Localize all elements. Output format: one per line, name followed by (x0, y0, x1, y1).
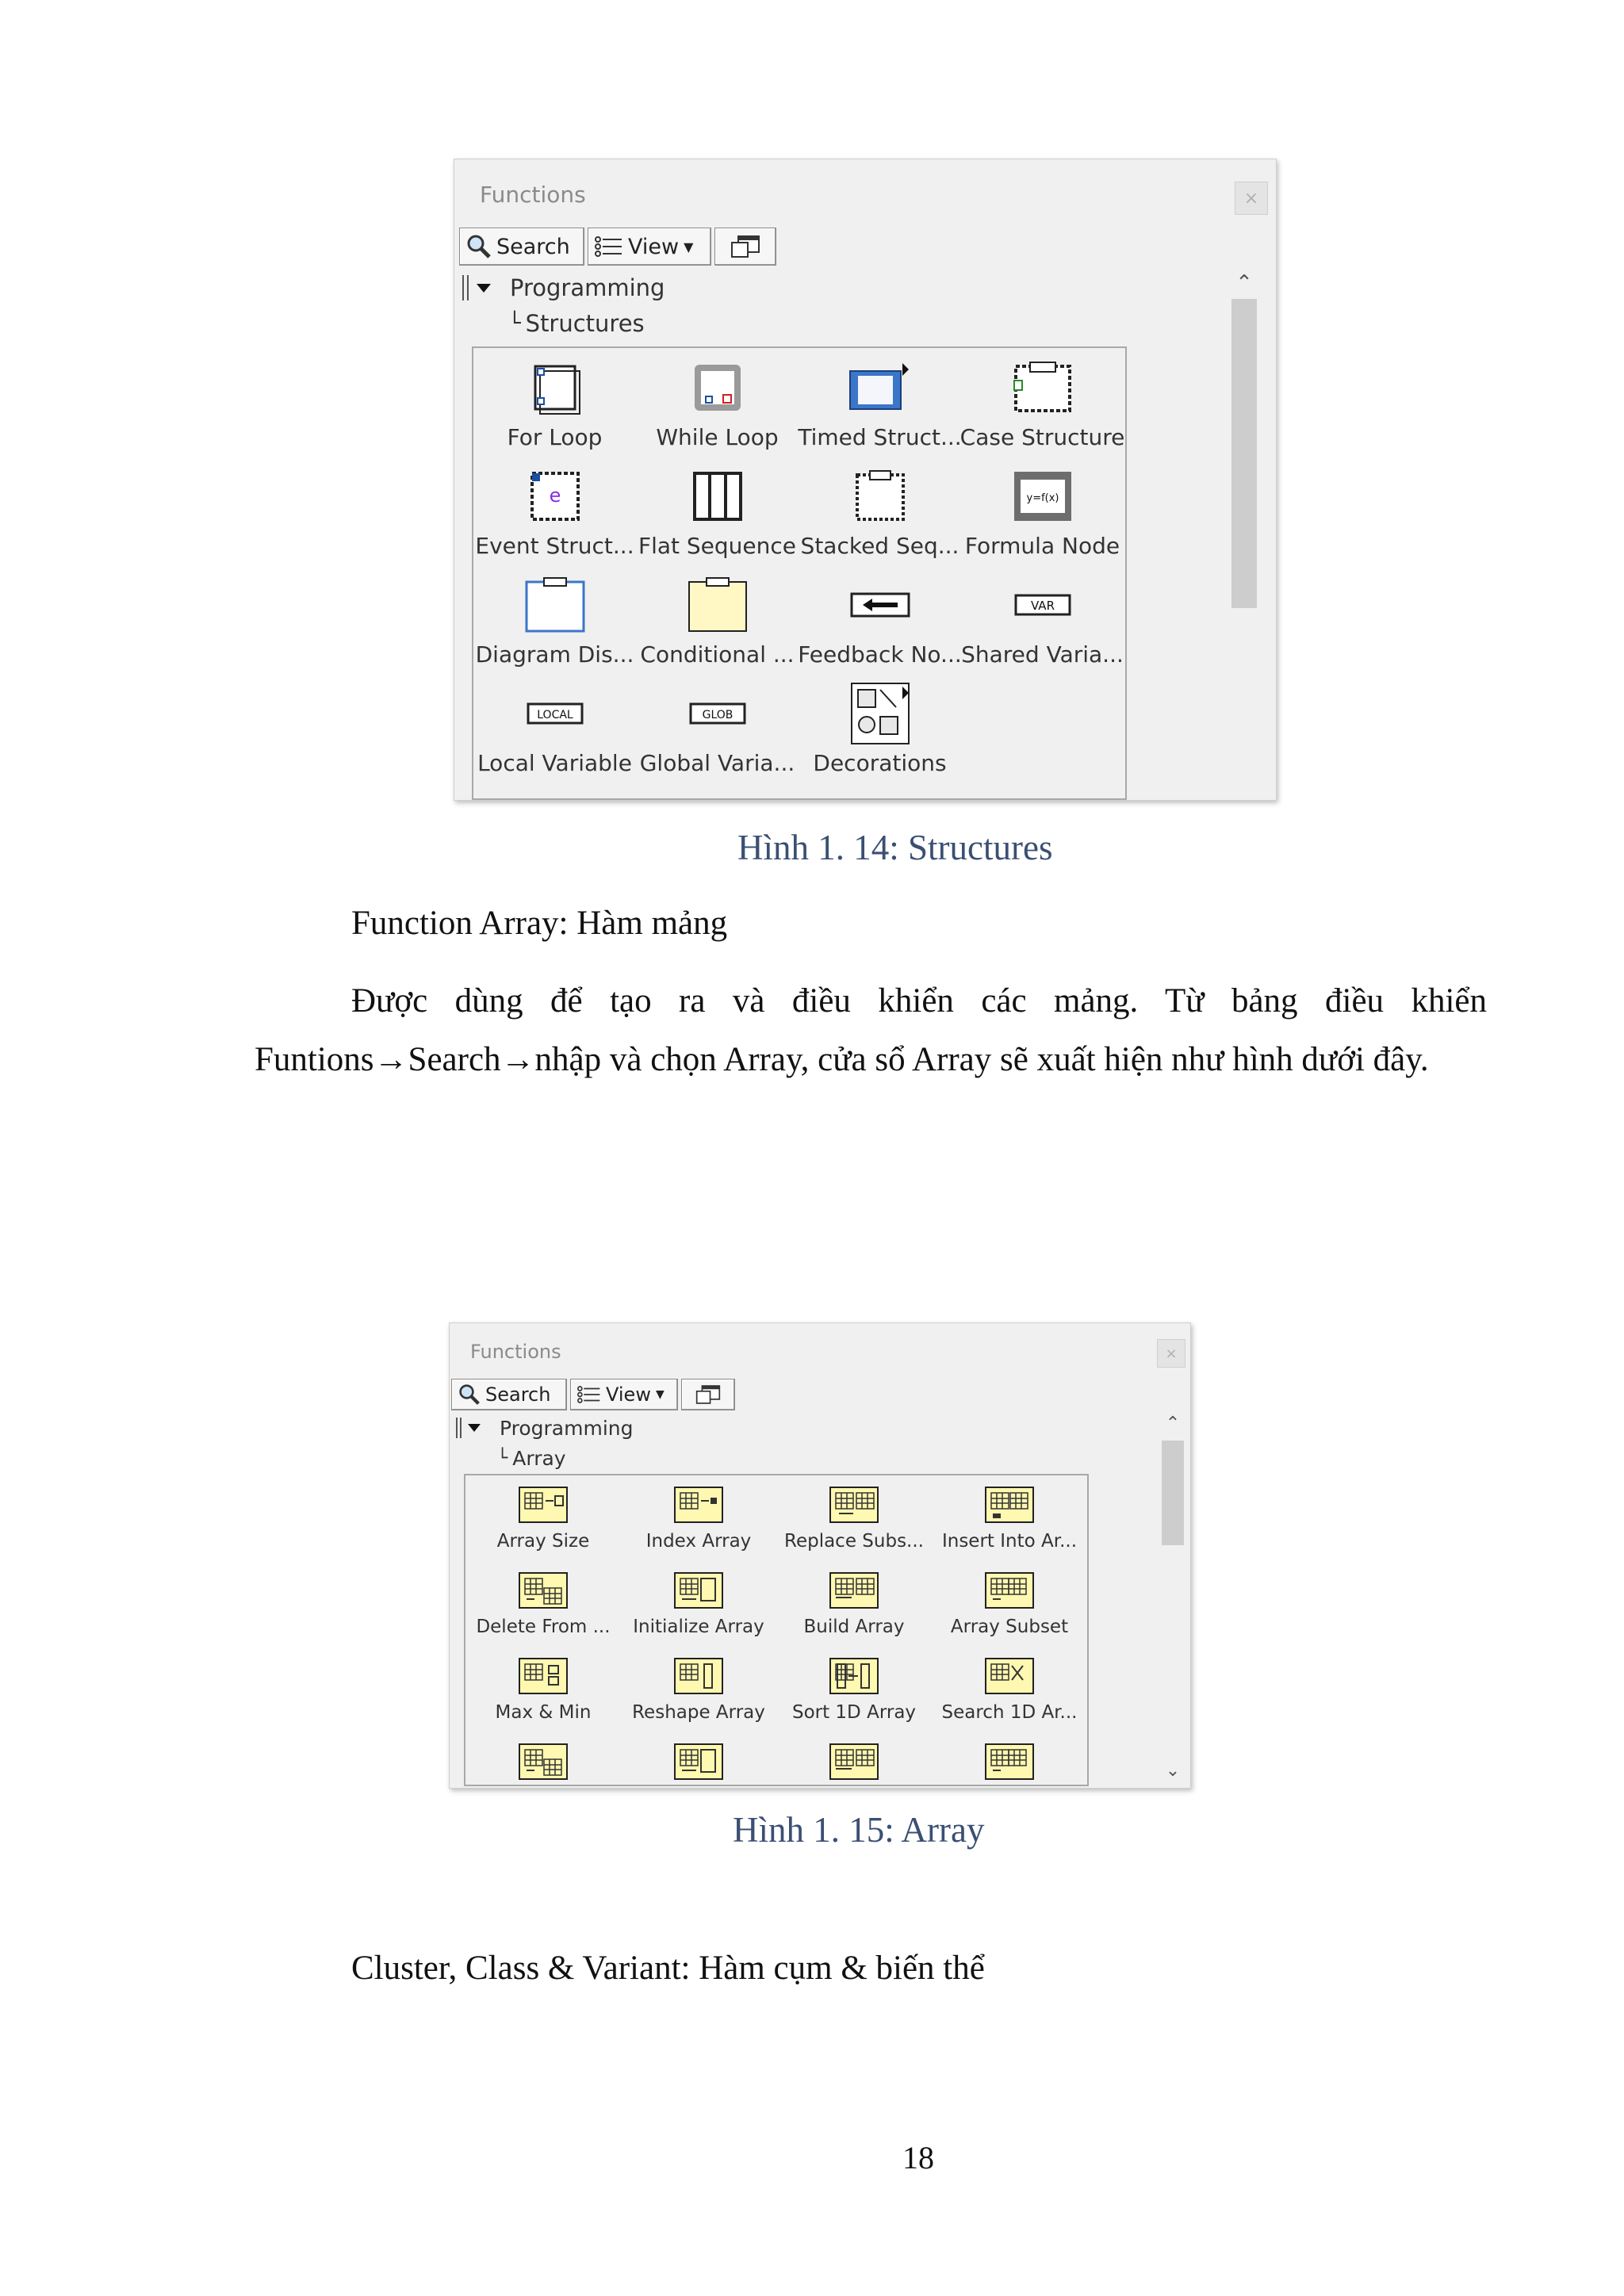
search-button[interactable] (459, 228, 584, 266)
palette-item-event-structure[interactable] (473, 457, 636, 565)
palette-item-while-loop[interactable] (636, 348, 799, 457)
palette-item-shared-variable[interactable] (961, 565, 1124, 674)
view-label: View (628, 234, 680, 259)
palette-item-partial[interactable] (621, 1732, 776, 1786)
palette-item-label: Replace Subs... (784, 1531, 924, 1552)
timed-structure-icon (847, 351, 914, 424)
palette-item-partial[interactable] (465, 1732, 621, 1786)
palette-item-label: Shared Varia... (961, 641, 1124, 668)
palette-item-label: Stacked Seq... (800, 533, 959, 559)
search-icon (458, 1383, 481, 1406)
panel-toolbar (459, 228, 776, 266)
scroll-up-icon[interactable]: ⌃ (1165, 1413, 1181, 1433)
tree-branch-icon: └ (508, 312, 521, 335)
global-variable-icon (686, 677, 749, 750)
tree-item-programming[interactable] (462, 270, 665, 305)
search-label: Search (485, 1383, 551, 1406)
paragraph-array-line2: Funtions→Search→nhập và chọn Array, cửa sổ Array sẽ xuất hiện như hình dưới đây. (255, 1041, 1429, 1078)
structures-palette (473, 348, 1124, 783)
figure-caption-array: Hình 1. 15: Array (733, 1810, 985, 1850)
pin-button[interactable] (681, 1379, 735, 1410)
index-array-icon (672, 1479, 725, 1531)
tree-child-label: Structures (525, 310, 645, 337)
decorations-icon (847, 677, 914, 750)
palette-item-label: Global Varia... (639, 750, 795, 776)
palette-item-label: Reshape Array (632, 1702, 765, 1723)
view-list-icon (577, 1385, 601, 1404)
array-functions-panel (449, 1322, 1191, 1789)
palette-item-initialize-array[interactable] (621, 1561, 776, 1647)
palette-item-label: Array Size (496, 1531, 590, 1552)
local-variable-icon (523, 677, 587, 750)
palette-item-label: Diagram Dis... (475, 641, 634, 668)
palette-item-build-array[interactable] (776, 1561, 932, 1647)
palette-item-sort-1d-array[interactable] (776, 1647, 932, 1732)
scrollbar-thumb[interactable] (1162, 1441, 1184, 1545)
while-loop-icon (690, 351, 745, 424)
palette-item-search-1d-array[interactable] (932, 1647, 1087, 1732)
palette-item-label: For Loop (507, 424, 603, 450)
palette-item-diagram-disable[interactable] (473, 565, 636, 674)
view-label: View (606, 1383, 651, 1406)
tree-root-label: Programming (500, 1416, 634, 1440)
expand-triangle-icon[interactable] (468, 1424, 481, 1432)
delete-from-array-icon (517, 1564, 569, 1617)
panel-title: Functions (480, 182, 586, 208)
palette-item-max-min[interactable] (465, 1647, 621, 1732)
palette-item-label: Index Array (645, 1531, 752, 1552)
array-palette-area (464, 1474, 1089, 1786)
palette-item-partial[interactable] (932, 1732, 1087, 1786)
formula-node-icon (1011, 460, 1074, 533)
palette-item-reshape-array[interactable] (621, 1647, 776, 1732)
view-button[interactable] (570, 1379, 678, 1410)
palette-item-flat-sequence[interactable] (636, 457, 799, 565)
stacked-sequence-icon (852, 460, 908, 533)
array-palette (465, 1475, 1087, 1786)
palette-item-label: Event Struct... (475, 533, 634, 559)
case-structure-icon (1011, 351, 1074, 424)
window-pin-icon (695, 1384, 721, 1405)
conditional-disable-icon (686, 568, 749, 641)
category-tree (462, 270, 665, 342)
svg-text:y=f(x): y=f(x) (1026, 492, 1059, 504)
palette-item-label: Flat Sequence (638, 533, 797, 559)
panel-title: Functions (470, 1341, 561, 1363)
search-icon (466, 234, 492, 259)
array-function-icon (672, 1735, 725, 1786)
close-icon[interactable]: × (1157, 1339, 1185, 1368)
palette-item-label: Feedback No... (798, 641, 962, 668)
array-function-icon (983, 1735, 1036, 1786)
palette-item-feedback-node[interactable] (799, 565, 961, 674)
feedback-node-icon (848, 568, 912, 641)
palette-item-label: Array Subset (950, 1617, 1069, 1637)
palette-item-local-variable[interactable] (473, 674, 636, 783)
palette-item-timed-structure[interactable] (799, 348, 961, 457)
scroll-up-icon[interactable]: ⌃ (1235, 271, 1253, 295)
svg-text:GLOB: GLOB (702, 709, 733, 721)
pin-button[interactable] (714, 228, 776, 266)
tree-branch-icon: └ (497, 1448, 508, 1468)
vertical-scrollbar[interactable] (1159, 1409, 1187, 1785)
palette-item-label: Case Structure (959, 424, 1125, 450)
close-icon[interactable]: × (1235, 182, 1268, 215)
palette-item-delete-from-array[interactable] (465, 1561, 621, 1647)
paragraph-array-line1: Được dùng để tạo ra và điều khiển các mảng. Từ bảng điều khiển (351, 982, 1487, 1020)
palette-item-label: Build Array (803, 1617, 905, 1637)
shared-variable-icon (1011, 568, 1074, 641)
page-number: 18 (902, 2140, 934, 2175)
palette-item-global-variable[interactable] (636, 674, 799, 783)
sort-1d-array-icon (828, 1650, 880, 1702)
window-pin-icon (730, 235, 760, 258)
heading-function-array: Function Array: Hàm mảng (351, 905, 728, 942)
palette-item-label: Formula Node (964, 533, 1120, 559)
view-button[interactable] (588, 228, 711, 266)
structures-palette-area (472, 346, 1127, 800)
search-label: Search (496, 234, 570, 259)
for-loop-icon (527, 351, 583, 424)
search-button[interactable] (451, 1379, 567, 1410)
palette-item-array-size[interactable] (465, 1475, 621, 1561)
palette-item-partial[interactable] (776, 1732, 932, 1786)
palette-item-label: Initialize Array (633, 1617, 764, 1637)
tree-item-programming[interactable] (456, 1414, 634, 1442)
palette-item-replace-subset[interactable] (776, 1475, 932, 1561)
palette-item-formula-node[interactable] (961, 457, 1124, 565)
tree-item-array[interactable] (456, 1442, 634, 1474)
search-1d-array-icon (983, 1650, 1036, 1702)
flat-sequence-icon (690, 460, 745, 533)
palette-item-label: Conditional ... (640, 641, 795, 668)
palette-item-index-array[interactable] (621, 1475, 776, 1561)
palette-item-label: Sort 1D Array (791, 1702, 917, 1723)
svg-text:LOCAL: LOCAL (536, 709, 573, 721)
diagram-disable-icon (523, 568, 587, 641)
scrollbar-thumb[interactable] (1231, 299, 1257, 608)
chevron-down-icon: ▼ (684, 239, 694, 254)
max-min-icon (517, 1650, 569, 1702)
palette-item-label: While Loop (656, 424, 779, 450)
svg-text:e: e (549, 484, 561, 507)
structures-functions-panel (454, 159, 1277, 801)
build-array-icon (828, 1564, 880, 1617)
insert-into-array-icon (983, 1479, 1036, 1531)
palette-item-label: Timed Struct... (798, 424, 962, 450)
tree-item-structures[interactable] (462, 305, 665, 342)
palette-item-case-structure[interactable] (961, 348, 1124, 457)
reshape-array-icon (672, 1650, 725, 1702)
palette-item-decorations[interactable] (799, 674, 961, 783)
chevron-down-icon: ▼ (655, 1388, 665, 1401)
array-function-icon (828, 1735, 880, 1786)
event-structure-icon (527, 460, 583, 533)
scroll-down-icon[interactable]: ⌄ (1165, 1760, 1181, 1781)
palette-item-for-loop[interactable] (473, 348, 636, 457)
palette-item-label: Delete From ... (476, 1617, 611, 1637)
array-size-icon (517, 1479, 569, 1531)
vertical-scrollbar[interactable] (1228, 267, 1260, 800)
initialize-array-icon (672, 1564, 725, 1617)
panel-toolbar (451, 1379, 735, 1410)
tree-root-label: Programming (510, 274, 665, 301)
palette-item-label: Max & Min (495, 1702, 592, 1723)
category-tree (456, 1414, 634, 1474)
figure-caption-structures: Hình 1. 14: Structures (737, 828, 1053, 867)
palette-item-label: Decorations (813, 750, 947, 776)
heading-cluster-class-variant: Cluster, Class & Variant: Hàm cụm & biến thể (351, 1950, 985, 1987)
svg-text:VAR: VAR (1030, 599, 1055, 613)
array-function-icon (517, 1735, 569, 1786)
tree-child-label: Array (512, 1446, 566, 1470)
palette-item-label: Local Variable (477, 750, 632, 776)
replace-subset-icon (828, 1479, 880, 1531)
palette-item-array-subset[interactable] (932, 1561, 1087, 1647)
palette-item-insert-into-array[interactable] (932, 1475, 1087, 1561)
palette-item-conditional-disable[interactable] (636, 565, 799, 674)
palette-item-stacked-sequence[interactable] (799, 457, 961, 565)
palette-item-label: Insert Into Ar... (941, 1531, 1078, 1552)
view-list-icon (595, 235, 623, 258)
array-subset-icon (983, 1564, 1036, 1617)
expand-triangle-icon[interactable] (477, 284, 491, 293)
palette-item-label: Search 1D Ar... (941, 1702, 1078, 1723)
